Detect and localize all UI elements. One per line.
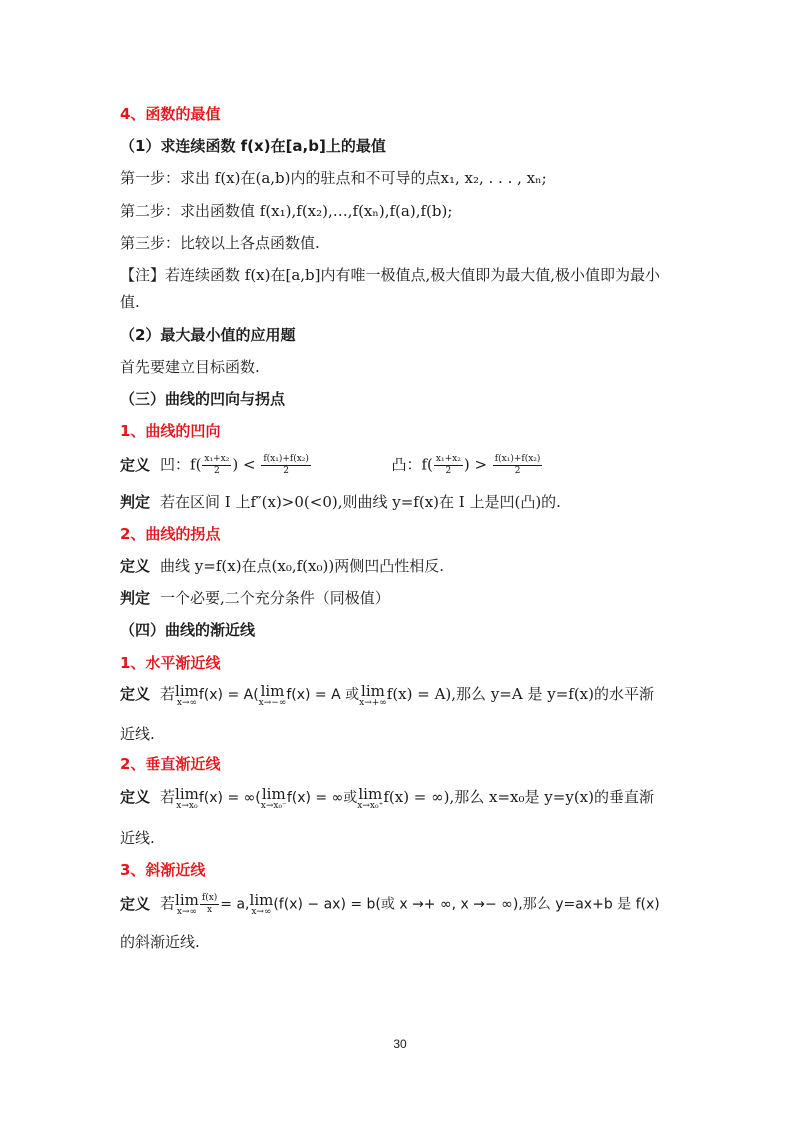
- vertical-asymptote-title: 2、垂直渐近线: [120, 755, 221, 773]
- fraction-fx-over-x: $\frac{f(x)}{x}$: [201, 893, 218, 915]
- fraction-mid-2: $\frac{\text{x₁+x₂}}{2}$: [435, 454, 461, 476]
- concavity-judgement: 判定 若在区间 I 上f″(x)>0(<0),则曲线 y=f(x)在 I 上是凹(凸)的.: [120, 493, 561, 511]
- horizontal-asymptote-definition: 定义 若 lim x→∞ f(x) = A( lim x→−∞ f(x) = A 或 lim x→+∞ f(x) = A),那么 y=A 是 y=f(x)的水平渐: [120, 682, 654, 708]
- subsection-2-title: （2）最大最小值的应用题: [120, 326, 296, 344]
- lim-operator: lim x→x₀⁺: [357, 785, 384, 811]
- fraction-mid: $\frac{\text{x₁+x₂}}{2}$: [204, 454, 230, 476]
- fraction-avg-2: $\frac{\text{f(x₁)+f(x₂)}}{2}$: [494, 454, 541, 476]
- oblique-asymptote-definition: 定义 若 lim x→∞ $\frac{f(x)}{x}$ = a, lim x→∞ (f(x) − ax) = b(或 x →+ ∞, x →− ∞),那么 y=ax+b 是 f(x): [120, 891, 660, 917]
- lim-operator: lim x→∞: [249, 891, 274, 917]
- vertical-asymptote-line-2: 近线.: [120, 829, 155, 847]
- lim-operator: lim x→−∞: [258, 682, 287, 708]
- section-3-title: （三）曲线的凹向与拐点: [120, 390, 286, 408]
- section-4-title: 4、函数的最值: [120, 105, 221, 123]
- oblique-asymptote-title: 3、斜渐近线: [120, 861, 206, 879]
- inflection-title: 2、曲线的拐点: [120, 525, 221, 543]
- horizontal-asymptote-title: 1、水平渐近线: [120, 654, 221, 672]
- concavity-definition: 定义 凹：f( $\frac{\text{x₁+x₂}}{2}$ ) < $\frac{\text{f(x₁)+f(x₂)}}{2}$ 凸：f( $\frac{\text{x₁+x₂}}{2}$ ) > $\frac{\text{f(x₁)+f(x₂)}}{2}$: [120, 454, 541, 476]
- definition-tag: 定义: [120, 455, 151, 474]
- inflection-judgement: 判定 一个必要,二个充分条件（同极值）: [120, 589, 390, 607]
- inflection-definition: 定义 曲线 y=f(x)在点(x₀,f(x₀))两侧凹凸性相反.: [120, 557, 444, 575]
- page-number: 30: [393, 1037, 407, 1051]
- lim-operator: lim x→+∞: [359, 682, 387, 708]
- lim-operator: lim x→x₀: [175, 785, 199, 811]
- lim-operator: lim x→x₀⁻: [260, 785, 287, 811]
- subsection-2-text: 首先要建立目标函数.: [120, 358, 260, 376]
- subsection-1-title: （1）求连续函数 f(x)在[a,b]上的最值: [120, 137, 386, 155]
- convex-label: 凸：f(: [391, 455, 433, 474]
- note-line-2: 值.: [120, 293, 140, 311]
- horizontal-asymptote-line-2: 近线.: [120, 725, 155, 743]
- fraction-avg: $\frac{\text{f(x₁)+f(x₂)}}{2}$: [263, 454, 309, 476]
- lim-operator: lim x→∞: [175, 682, 199, 708]
- step-1: 第一步：求出 f(x)在(a,b)内的驻点和不可导的点x₁, x₂, . . . , xₙ;: [120, 169, 547, 187]
- section-4-asymptotes-title: （四）曲线的渐近线: [120, 621, 256, 639]
- step-2: 第二步：求出函数值 f(x₁),f(x₂),…,f(xₙ),f(a),f(b);: [120, 202, 453, 220]
- oblique-asymptote-line-2: 的斜渐近线.: [120, 933, 200, 951]
- concave-label: 凹：f(: [160, 455, 202, 474]
- vertical-asymptote-definition: 定义 若 lim x→x₀ f(x) = ∞( lim x→x₀⁻ f(x) = ∞或 lim x→x₀⁺ f(x) = ∞),那么 x=x₀是 y=y(x)的垂直渐: [120, 785, 654, 811]
- lim-operator: lim x→∞: [175, 891, 199, 917]
- step-3: 第三步：比较以上各点函数值.: [120, 234, 320, 252]
- note-line-1: 【注】若连续函数 f(x)在[a,b]内有唯一极值点,极大值即为最大值,极小值即为最小: [120, 266, 661, 284]
- concavity-title: 1、曲线的凹向: [120, 422, 221, 440]
